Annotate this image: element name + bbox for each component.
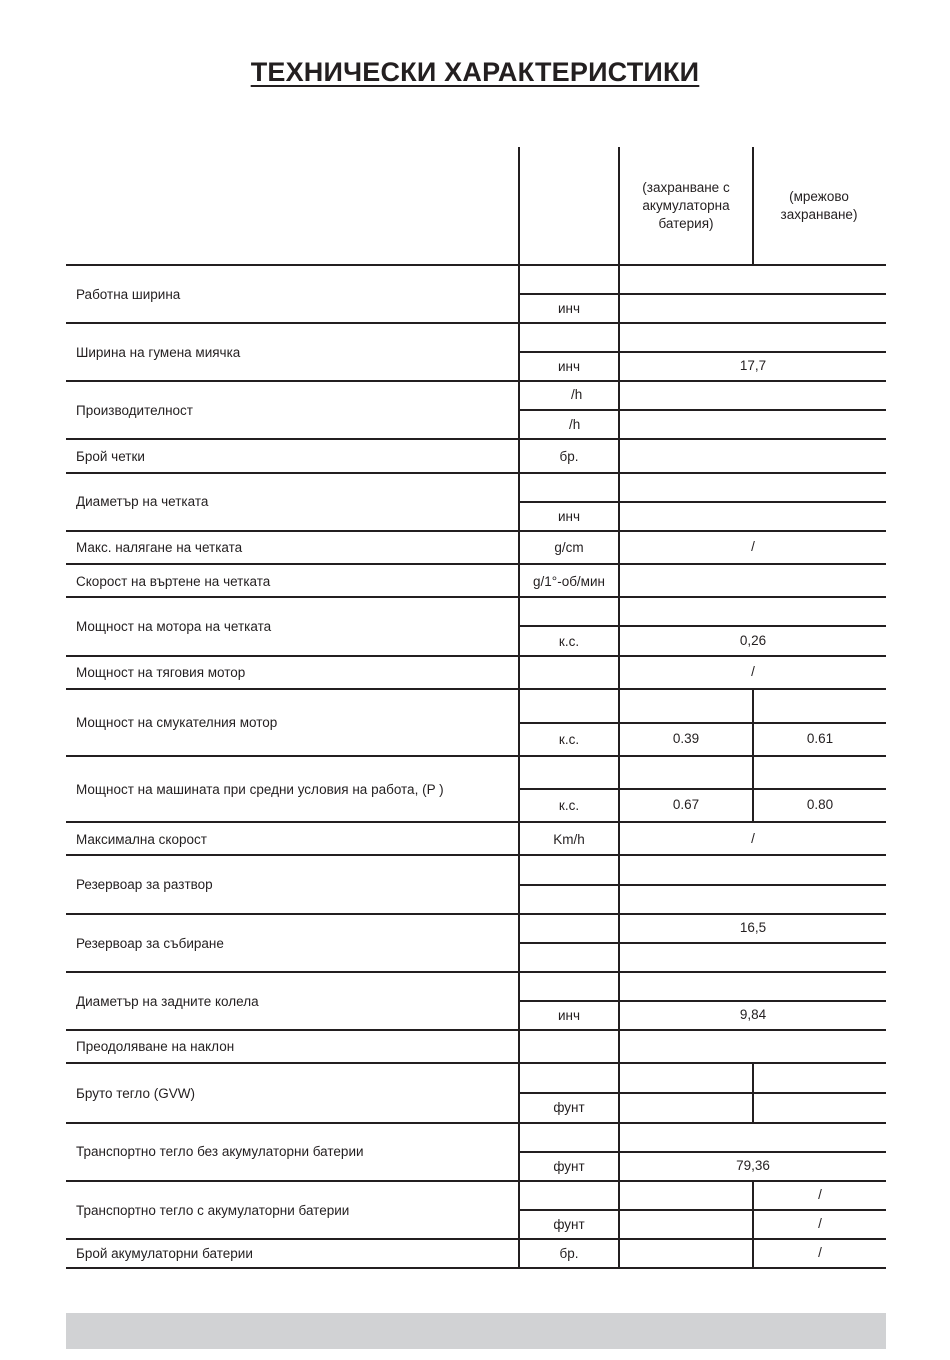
footer-band [66,1313,886,1349]
unit-cell: g/1°-об/мин [533,574,605,589]
row-label: Резервоар за разтвор [76,877,213,892]
row-label: Мощност на смукателния мотор [76,715,278,730]
row-divider [66,563,886,565]
row-label: Макс. налягане на четката [76,540,243,555]
unit-cell: фунт [553,1100,585,1115]
value-cell-mains: 0.61 [806,731,834,746]
row-divider [66,596,886,598]
row-divider [66,821,886,823]
row-label: Резервоар за събиране [76,936,224,951]
value-cell-battery: 0.67 [672,797,700,812]
subrow-divider [519,625,886,627]
subrow-divider [519,293,886,295]
grid-line [518,265,520,1268]
unit-cell: фунт [553,1159,585,1174]
row-label: Брой акумулаторни батерии [76,1246,253,1261]
value-cell: 16,5 [739,920,767,935]
row-divider [66,913,886,915]
row-label: Диаметър на задните колела [76,994,259,1009]
subrow-divider [519,788,886,790]
value-cell: / [751,664,755,679]
row-divider [66,688,886,690]
row-label: Ширина на гумена миячка [76,345,241,360]
unit-cell: g/cm [554,540,584,555]
row-label: Производителност [76,403,193,418]
value-cell-mains: / [818,1245,822,1260]
unit-cell: инч [557,1008,581,1023]
row-label: Работна ширина [76,287,181,302]
row-divider [66,264,886,266]
page-title: ТЕХНИЧЕСКИ ХАРАКТЕРИСТИКИ [250,57,700,87]
subrow-divider [519,501,886,503]
subrow-divider [519,722,886,724]
unit-cell: Km/h [553,832,585,847]
row-divider [66,1029,886,1031]
row-label: Преодоляване на наклон [76,1039,235,1054]
subrow-divider [519,884,886,886]
value-cell: / [751,831,755,846]
header-divider [618,147,620,265]
unit-cell: к.с. [558,634,580,649]
row-label: Максимална скорост [76,832,207,847]
row-divider [66,1180,886,1182]
row-divider [66,854,886,856]
value-cell: 79,36 [736,1158,770,1173]
unit-cell: бр. [559,1246,579,1261]
subrow-divider [519,942,886,944]
subrow-divider [519,409,886,411]
value-cell: 17,7 [739,358,767,373]
header-divider [518,147,520,265]
value-cell: 9,84 [739,1007,767,1022]
unit-cell: к.с. [558,732,580,747]
row-label: Транспортно тегло без акумулаторни батерии [76,1144,364,1159]
row-label: Скорост на въртене на четката [76,574,271,589]
row-divider [66,380,886,382]
row-divider [66,1062,886,1064]
column-header-mains: (мрежово захранване) [780,189,858,222]
row-label: Бруто тегло (GVW) [76,1086,195,1101]
row-label: Брой четки [76,449,145,464]
value-cell-battery: 0.39 [672,731,700,746]
value-cell-mains: 0.80 [806,797,834,812]
subrow-divider [519,1151,886,1153]
unit-cell: /h [569,417,581,432]
unit-cell: /h [571,387,583,402]
row-label: Транспортно тегло с акумулаторни батерии [76,1203,350,1218]
row-divider [66,472,886,474]
unit-cell: инч [557,509,581,524]
unit-cell: инч [557,359,581,374]
row-divider [66,1238,886,1240]
value-cell: / [751,539,755,554]
unit-cell: к.с. [558,798,580,813]
value-cell-mains: / [818,1216,822,1231]
row-label: Мощност на машината при средни условия на работа, (P ) [76,782,444,797]
value-cell-mains: / [818,1187,822,1202]
row-divider [66,1122,886,1124]
row-label: Мощност на мотора на четката [76,619,272,634]
value-cell: 0,26 [739,633,767,648]
row-divider [66,1267,886,1269]
subrow-divider [519,1209,886,1211]
row-divider [66,971,886,973]
unit-cell: инч [557,301,581,316]
row-label: Диаметър на четката [76,494,209,509]
unit-cell: бр. [559,449,579,464]
column-header-battery: (захранване с акумулаторна батерия) [642,180,730,231]
row-divider [66,655,886,657]
row-divider [66,322,886,324]
unit-cell: фунт [553,1217,585,1232]
row-divider [66,530,886,532]
row-label: Мощност на тяговия мотор [76,665,246,680]
row-divider [66,438,886,440]
grid-line [618,265,620,1268]
subrow-divider [519,1092,886,1094]
subrow-divider [519,1000,886,1002]
header-divider [752,147,754,265]
row-divider [66,755,886,757]
subrow-divider [519,351,886,353]
